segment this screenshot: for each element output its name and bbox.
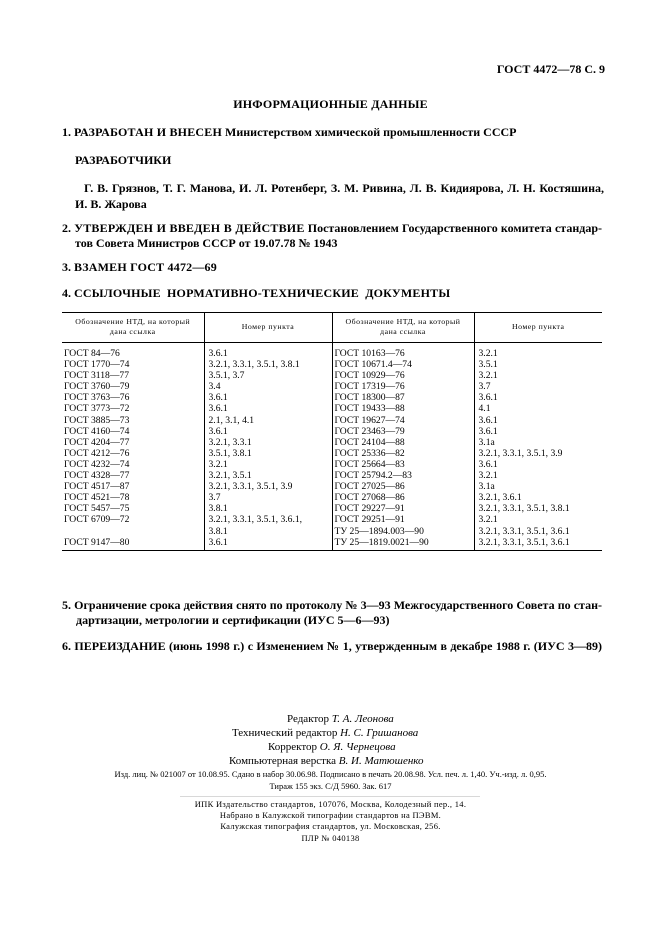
header-doc-right: Обозначение НТД, на который дана ссылка (332, 313, 474, 343)
ref-item-right: 3.5.1 (474, 359, 602, 370)
ref-doc-right: ГОСТ 27068—86 (332, 492, 474, 503)
section-2-line-1 (62, 221, 602, 236)
ref-doc-left: ГОСТ 3885—73 (64, 414, 130, 426)
print-info-line-2: Тираж 155 экз. С/Д 5960. Зак. 617 (269, 781, 392, 791)
table-row (62, 359, 602, 370)
ref-item-right: 3.2.1, 3.3.1, 3.5.1, 3.6.1 (474, 537, 602, 551)
table-row (62, 415, 602, 426)
section-5-text-2: дартизации, метрологии и сертификации (ИУС 5—6—93) (76, 613, 390, 627)
section-3 (62, 260, 217, 275)
ref-item-left: 3.5.1, 3.8.1 (204, 448, 332, 459)
ref-doc-left: ГОСТ 84—76 (64, 348, 120, 359)
table-row (62, 381, 602, 392)
ref-item-right: 3.2.1, 3.6.1 (474, 492, 602, 503)
section-4-label: ССЫЛОЧНЫЕ НОРМАТИВНО-ТЕХНИЧЕСКИЕ ДОКУМЕНТЫ (74, 286, 451, 300)
ref-doc-right: ГОСТ 18300—87 (332, 392, 474, 403)
section-5-text-1: Ограничение срока действия снято по протоколу № 3—93 Межгосударственного Совета по стан- (74, 598, 603, 612)
table-row (62, 537, 602, 551)
ref-doc-right: ГОСТ 17319—76 (332, 381, 474, 392)
ref-doc-right: ТУ 25—1894.003—90 (332, 526, 474, 537)
section-3-number: 3. (62, 260, 71, 274)
ref-doc-right: ГОСТ 24104—88 (332, 437, 474, 448)
credit-corrector: Корректор О. Я. Чернецова (268, 741, 396, 753)
ref-item-left: 3.6.1 (204, 426, 332, 437)
ref-doc-right: ГОСТ 29251—91 (332, 514, 474, 525)
ref-item-right: 3.6.1 (474, 392, 602, 403)
ref-item-left: 3.2.1, 3.3.1, 3.5.1, 3.8.1 (204, 359, 332, 370)
ref-doc-left: ГОСТ 4212—76 (64, 447, 130, 459)
table-row (62, 492, 602, 503)
section-2-number: 2. (62, 221, 71, 235)
ref-doc-left: ГОСТ 6709—72 (64, 514, 130, 526)
ref-item-left: 3.2.1, 3.5.1 (204, 470, 332, 481)
ref-doc-left: ГОСТ 5457—75 (64, 503, 130, 515)
ref-item-right: 3.2.1, 3.3.1, 3.5.1, 3.6.1 (474, 526, 602, 537)
section-2-text-2: тов Совета Министров СССР от 19.07.78 № 1943 (75, 236, 338, 250)
credit-editor: Редактор Т. А. Леонова (287, 713, 394, 725)
reference-table-header (62, 313, 602, 343)
ref-item-left: 3.8.1 (204, 503, 332, 514)
ref-doc-left: ГОСТ 9147—80 (62, 537, 204, 551)
ref-item-left: 3.2.1, 3.3.1, 3.5.1, 3.9 (204, 481, 332, 492)
section-4-number: 4. (62, 286, 71, 300)
ref-item-left: 3.6.1 (204, 537, 332, 551)
ref-doc-left: ГОСТ 4521—78 (64, 492, 130, 504)
ref-doc-left: ГОСТ 3760—79 (64, 381, 130, 393)
ref-item-right: 3.7 (474, 381, 602, 392)
ref-doc-left: ГОСТ 3773—72 (64, 403, 130, 415)
ref-item-right: 3.2.1 (474, 470, 602, 481)
developers-label: РАЗРАБОТЧИКИ (75, 153, 172, 167)
ref-doc-right: ГОСТ 25336—82 (332, 448, 474, 459)
table-row (62, 403, 602, 414)
ref-item-left: 3.6.1 (204, 343, 332, 360)
table-row (62, 526, 602, 537)
table-row (62, 470, 602, 481)
ref-doc-right: ГОСТ 10929—76 (332, 370, 474, 381)
ref-doc-right: ГОСТ 19627—74 (332, 415, 474, 426)
table-row (62, 481, 602, 492)
ref-doc-left: ГОСТ 4204—77 (64, 436, 130, 448)
page-header: ГОСТ 4472—78 С. 9 (496, 62, 605, 76)
section-1-number: 1. (62, 125, 71, 139)
ref-item-right: 3.2.1, 3.3.1, 3.5.1, 3.9 (474, 448, 602, 459)
section-1-label: РАЗРАБОТАН И ВНЕСЕН (74, 125, 223, 139)
imprint-line-1: ИПК Издательство стандартов, 107076, Москва, Колодезный пер., 14. (194, 799, 467, 809)
ref-item-right: 3.2.1, 3.3.1, 3.5.1, 3.8.1 (474, 503, 602, 514)
ref-item-left: 3.4 (204, 381, 332, 392)
section-2-label: УТВЕРЖДЕН И ВВЕДЕН В ДЕЙСТВИЕ (74, 221, 305, 235)
ref-item-right: 3.6.1 (474, 459, 602, 470)
section-1 (62, 125, 517, 140)
imprint-line-2: Набрано в Калужской типографии стандартов на ПЭВМ. (219, 810, 442, 820)
ref-doc-right: ГОСТ 25794.2—83 (332, 470, 474, 481)
ref-doc-left: ГОСТ 4328—77 (64, 470, 130, 482)
ref-item-right: 3.1а (474, 437, 602, 448)
ref-doc-left: ГОСТ 1770—74 (64, 359, 130, 371)
section-4 (62, 286, 450, 301)
table-row (62, 448, 602, 459)
table-row (62, 370, 602, 381)
ref-item-left: 3.7 (204, 492, 332, 503)
section-2-text-1: Постановлением Государственного комитета стандар- (307, 221, 602, 235)
ref-item-right: 4.1 (474, 403, 602, 414)
ref-item-right: 3.2.1 (474, 370, 602, 381)
ref-doc-left: ГОСТ 4232—74 (64, 458, 130, 470)
ref-doc-right: ГОСТ 29227—91 (332, 503, 474, 514)
developers-line-1: Г. В. Грязнов, Т. Г. Манова, И. Л. Ротенберг, З. М. Ривина, Л. В. Кидиярова, Л. Н. Костяшина, (84, 181, 604, 195)
ref-item-left: 3.6.1 (204, 392, 332, 403)
print-info-line-1: Изд. лиц. № 021007 от 10.08.95. Сдано в набор 30.06.98. Подписано в печать 20.08.98. Усл. печ. л. 1,40. Уч.-изд. л. 0,95. (114, 769, 547, 779)
section-5-number: 5. (62, 598, 71, 612)
section-6-text: ПЕРЕИЗДАНИЕ (июнь 1998 г.) с Изменением № 1, утвержденным в декабре 1988 г. (ИУС 3—89) (74, 639, 603, 653)
ref-item-left: 3.5.1, 3.7 (204, 370, 332, 381)
imprint-line-3: Калужская типография стандартов, ул. Московская, 256. (220, 821, 441, 831)
table-row (62, 437, 602, 448)
table-row (62, 343, 602, 360)
ref-doc-right: ГОСТ 25664—83 (332, 459, 474, 470)
credit-tech-editor: Технический редактор Н. С. Гришанова (232, 727, 419, 739)
ref-doc-left: ГОСТ 3763—76 (64, 392, 130, 404)
table-row (62, 459, 602, 470)
ref-doc-left: ГОСТ 4160—74 (64, 425, 130, 437)
ref-doc-right: ГОСТ 10163—76 (332, 343, 474, 360)
ref-item-left: 2.1, 3.1, 4.1 (204, 415, 332, 426)
ref-doc-right: ГОСТ 19433—88 (332, 403, 474, 414)
ref-item-right: 3.2.1 (474, 343, 602, 360)
ref-doc-right: ТУ 25—1819.0021—90 (332, 537, 474, 551)
page-title: ИНФОРМАЦИОННЫЕ ДАННЫЕ (233, 97, 428, 111)
header-doc-left: Обозначение НТД, на который дана ссылка (62, 313, 204, 343)
developers-line-2: И. В. Жарова (75, 197, 147, 211)
ref-item-left: 3.6.1 (204, 403, 332, 414)
ref-doc-right: ГОСТ 10671.4—74 (332, 359, 474, 370)
section-6-number: 6. (62, 639, 71, 653)
credit-layout: Компьютерная верстка В. И. Матюшенко (229, 755, 424, 767)
ref-item-left: 3.8.1 (204, 526, 332, 537)
ref-item-left: 3.2.1, 3.3.1 (204, 437, 332, 448)
table-row (62, 392, 602, 403)
ref-item-left: 3.2.1, 3.3.1, 3.5.1, 3.6.1, (204, 514, 332, 525)
ref-item-right: 3.2.1 (474, 514, 602, 525)
header-item-right: Номер пункта (474, 313, 602, 343)
section-1-text: Министерством химической промышленности СССР (225, 125, 517, 139)
ref-doc-left: ГОСТ 3118—77 (64, 370, 130, 382)
section-6 (62, 639, 602, 654)
table-row (62, 503, 602, 514)
divider (180, 796, 480, 797)
ref-doc-right: ГОСТ 23463—79 (332, 426, 474, 437)
table-row (62, 514, 602, 525)
table-row (62, 426, 602, 437)
ref-doc-right: ГОСТ 27025—86 (332, 481, 474, 492)
section-5-line-1 (62, 598, 602, 613)
ref-doc-left (62, 526, 204, 537)
ref-item-right: 3.1а (474, 481, 602, 492)
ref-item-right: 3.6.1 (474, 415, 602, 426)
ref-item-left: 3.2.1 (204, 459, 332, 470)
reference-table (62, 312, 602, 551)
ref-item-right: 3.6.1 (474, 426, 602, 437)
section-3-label: ВЗАМЕН ГОСТ 4472—69 (74, 260, 217, 274)
header-item-left: Номер пункта (204, 313, 332, 343)
imprint-line-4: ПЛР № 040138 (301, 833, 360, 843)
ref-doc-left: ГОСТ 4517—87 (64, 481, 130, 493)
